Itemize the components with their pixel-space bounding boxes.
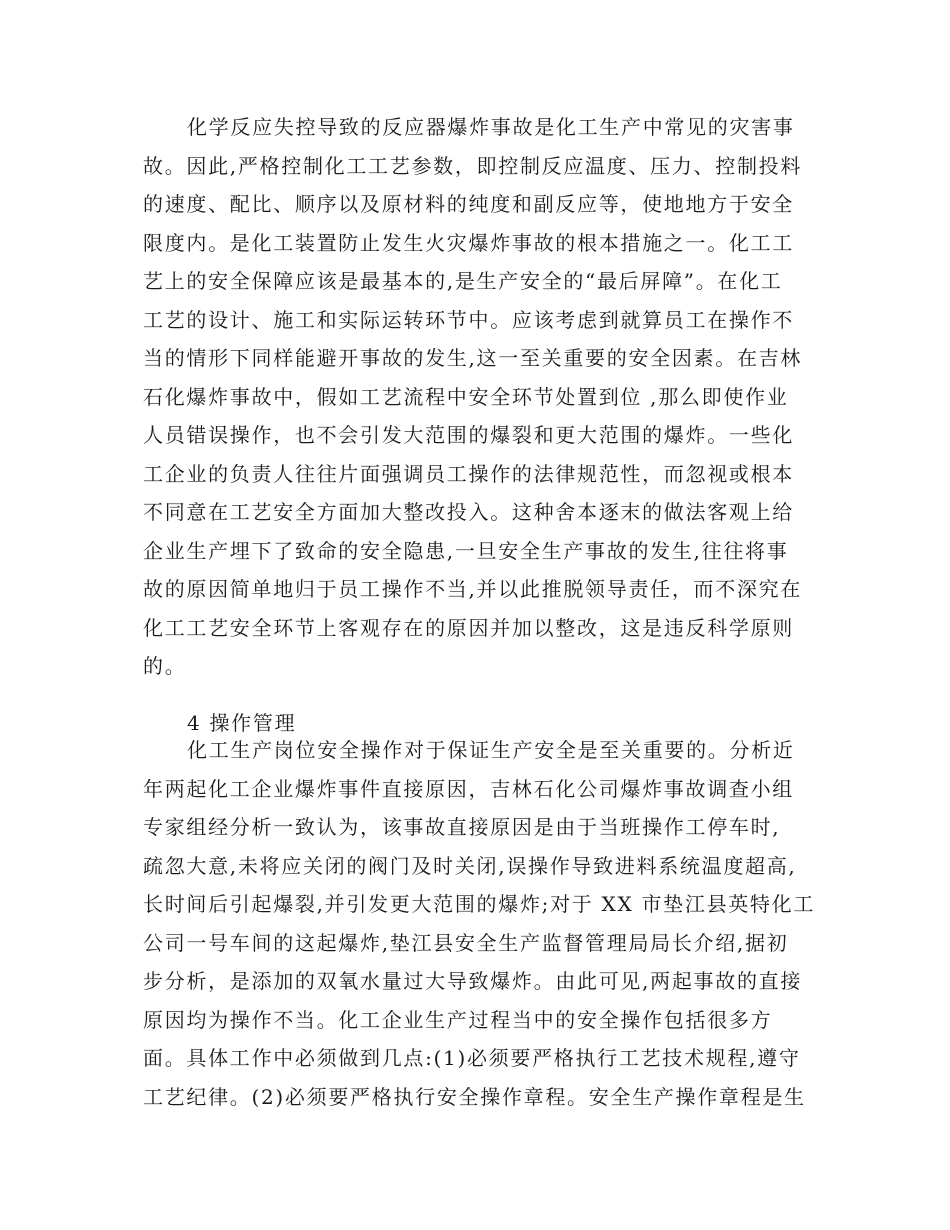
paragraph-1-line-9: 人员错误操作，也不会引发大范围的爆裂和更大范围的爆炸。一些化 xyxy=(143,423,794,447)
paragraph-2-line-3: 专家组经分析一致认为，该事故直接原因是由于当班操作工停车时, xyxy=(143,815,781,839)
paragraph-2-line-8: 原因均为操作不当。化工企业生产过程当中的安全操作包括很多方 xyxy=(143,1007,773,1032)
paragraph-2-line-7: 步分析，是添加的双氧水量过大导致爆炸。由此可见,两起事故的直接 xyxy=(143,969,803,993)
paragraph-2-line-10: 工艺纪律。(2)必须要严格执行安全操作章程。安全生产操作章程是生 xyxy=(143,1084,806,1109)
paragraph-2-line-5: 长时间后引起爆裂,并引发更大范围的爆炸;对于 XX 市垫江县英特化工 xyxy=(143,892,816,916)
paragraph-2-line-9: 面。具体工作中必须做到几点:(1)必须要严格执行工艺技术规程,遵守 xyxy=(143,1046,801,1070)
paragraph-2-line-4: 疏忽大意,未将应关闭的阀门及时关闭,误操作导致进料系统温度超高, xyxy=(143,853,797,878)
paragraph-1-line-7: 当的情形下同样能避开事故的发生,这一至关重要的安全因素。在吉林 xyxy=(143,346,803,370)
paragraph-1-line-5: 艺上的安全保障应该是最基本的,是生产安全的“最后屏障”。在化工 xyxy=(143,269,783,293)
paragraph-1-line-12: 企业生产埋下了致命的安全隐患,一旦安全生产事故的发生,往往将事 xyxy=(143,538,789,563)
paragraph-1-line-13: 故的原因简单地归于员工操作不当,并以此推脱领导责任，而不深究在 xyxy=(143,577,803,601)
paragraph-1-line-14: 化工工艺安全环节上客观存在的原因并加以整改，这是违反科学原则 xyxy=(143,615,794,640)
paragraph-2-line-6: 公司一号车间的这起爆炸,垫江县安全生产监督管理局局长介绍,据初 xyxy=(143,930,789,955)
paragraph-1-line-10: 工企业的负责人往往片面强调员工操作的法律规范性，而忽视或根本 xyxy=(143,461,794,486)
paragraph-2-line-1: 化工生产岗位安全操作对于保证生产安全是至关重要的。分析近 xyxy=(187,738,795,762)
paragraph-1-line-6: 工艺的设计、施工和实际运转环节中。应该考虑到就算员工在操作不 xyxy=(143,307,794,332)
paragraph-1-line-2: 故。因此,严格控制化工工艺参数，即控制反应温度、压力、控制投料 xyxy=(143,153,803,178)
paragraph-1-line-3: 的速度、配比、顺序以及原材料的纯度和副反应等，使地地方于安全 xyxy=(143,192,794,216)
paragraph-1-line-15: 的。 xyxy=(143,654,187,678)
paragraph-1-line-11: 不同意在工艺安全方面加大整改投入。这种舍本逐末的做法客观上给 xyxy=(143,500,794,524)
paragraph-1-line-4: 限度内。是化工装置防止发生火灾爆炸事故的根本措施之一。化工工 xyxy=(143,230,794,255)
paragraph-1-line-8: 石化爆炸事故中，假如工艺流程中安全环节处置到位 ,那么即使作业 xyxy=(143,384,789,409)
paragraph-2-line-2: 年两起化工企业爆炸事件直接原因，吉林石化公司爆炸事故调查小组 xyxy=(143,776,794,801)
paragraph-1-line-1: 化学反应失控导致的反应器爆炸事故是化工生产中常见的灾害事 xyxy=(187,115,795,139)
section-heading: 4 操作管理 xyxy=(187,710,297,735)
